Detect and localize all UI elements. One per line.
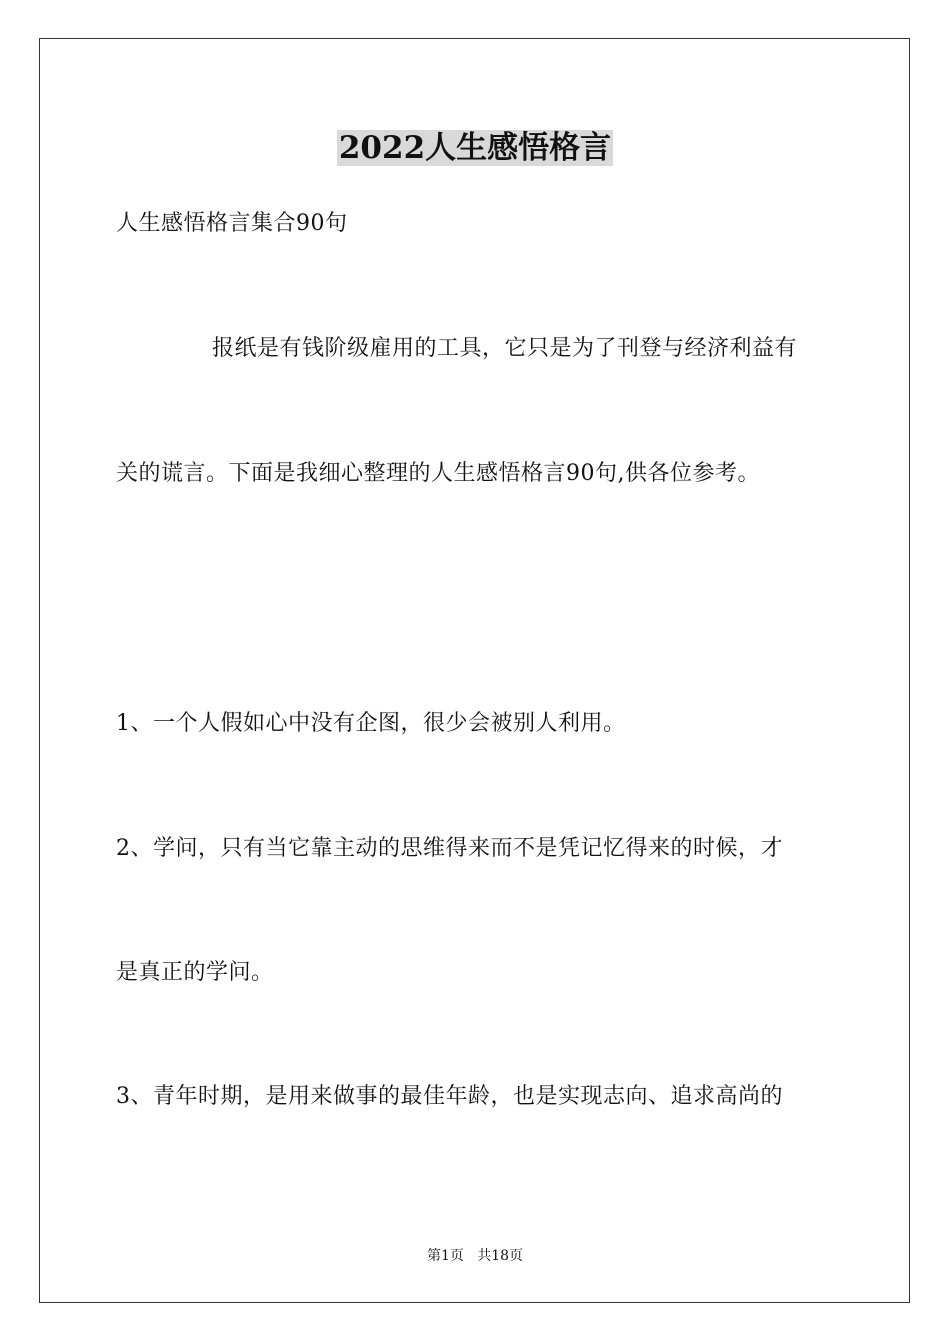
document-title bbox=[0, 127, 950, 169]
list-item-1-line-1: 1、一个人假如心中没有企图，很少会被别人利用。 bbox=[116, 711, 626, 736]
list-item-2-line-1: 2、学问，只有当它靠主动的思维得来而不是凭记忆得来的时候，才 bbox=[116, 836, 783, 861]
intro-paragraph-line-1: 报纸是有钱阶级雇用的工具，它只是为了刊登与经济利益有 bbox=[212, 336, 798, 361]
list-item-2-line-2: 是真正的学问。 bbox=[116, 960, 274, 985]
document-subtitle: 人生感悟格言集合90句 bbox=[116, 211, 348, 236]
document-title-text: 2022人生感悟格言 bbox=[338, 130, 612, 166]
intro-paragraph-line-2: 关的谎言。下面是我细心整理的人生感悟格言90句,供各位参考。 bbox=[116, 461, 760, 486]
list-item-3-line-1: 3、青年时期，是用来做事的最佳年龄，也是实现志向、追求高尚的 bbox=[116, 1084, 783, 1109]
page-number-footer: 第1页 共18页 bbox=[426, 1248, 524, 1264]
